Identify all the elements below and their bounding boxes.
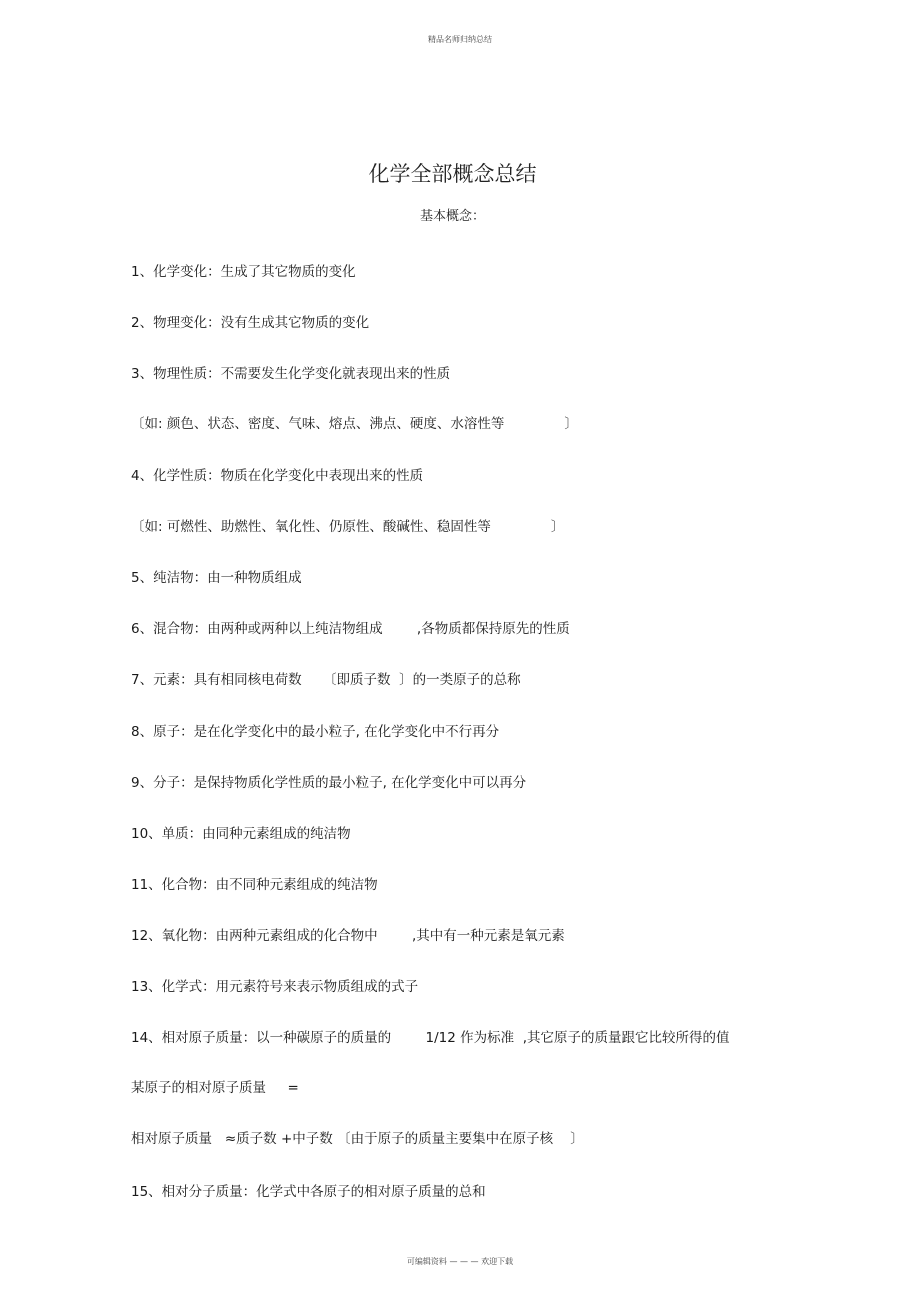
- concept-line-3: 3、物理性质：不需要发生化学变化就表现出来的性质: [131, 366, 451, 382]
- concept-line-5: 5、纯洁物：由一种物质组成: [131, 570, 302, 586]
- document-title: 化学全部概念总结: [368, 162, 537, 186]
- concept-line-4-examples: 〔如: 可燃性、助燃性、氧化性、仍原性、酸碱性、稳固性等 〕: [131, 519, 565, 535]
- concept-line-10: 10、单质：由同种元素组成的纯洁物: [131, 826, 351, 842]
- concept-line-4: 4、化学性质：物质在化学变化中表现出来的性质: [131, 468, 424, 484]
- concept-line-8: 8、原子：是在化学变化中的最小粒子, 在化学变化中不行再分: [131, 724, 500, 740]
- concept-line-14-approx: 相对原子质量 ≈质子数 +中子数 〔由于原子的质量主要集中在原子核 〕: [131, 1131, 584, 1147]
- concept-line-14: 14、相对原子质量：以一种碳原子的质量的 1/12 作为标准 ,其它原子的质量跟它比较所得的值: [131, 1030, 730, 1046]
- concept-line-3-examples: 〔如: 颜色、状态、密度、气味、熔点、沸点、硬度、水溶性等 〕: [131, 416, 578, 432]
- concept-line-14-formula: 某原子的相对原子质量 =: [131, 1080, 299, 1096]
- page-footer: 可编辑资料 — — — 欢迎下载: [406, 1257, 514, 1266]
- concept-line-11: 11、化合物：由不同种元素组成的纯洁物: [131, 877, 378, 893]
- concept-line-9: 9、分子：是保持物质化学性质的最小粒子, 在化学变化中可以再分: [131, 775, 527, 791]
- page-header: 精品名师归纳总结: [428, 35, 492, 44]
- concept-line-6: 6、混合物：由两种或两种以上纯洁物组成 ,各物质都保持原先的性质: [131, 621, 570, 637]
- concept-line-15: 15、相对分子质量：化学式中各原子的相对原子质量的总和: [131, 1184, 486, 1200]
- document-subtitle: 基本概念：: [419, 209, 485, 224]
- concept-line-13: 13、化学式：用元素符号来表示物质组成的式子: [131, 979, 419, 995]
- concept-line-7: 7、元素：具有相同核电荷数 〔即质子数 〕的一类原子的总称: [131, 672, 521, 688]
- concept-line-1: 1、化学变化：生成了其它物质的变化: [131, 264, 356, 280]
- concept-line-2: 2、物理变化：没有生成其它物质的变化: [131, 315, 370, 331]
- concept-line-12: 12、氧化物：由两种元素组成的化合物中 ,其中有一种元素是氧元素: [131, 928, 565, 944]
